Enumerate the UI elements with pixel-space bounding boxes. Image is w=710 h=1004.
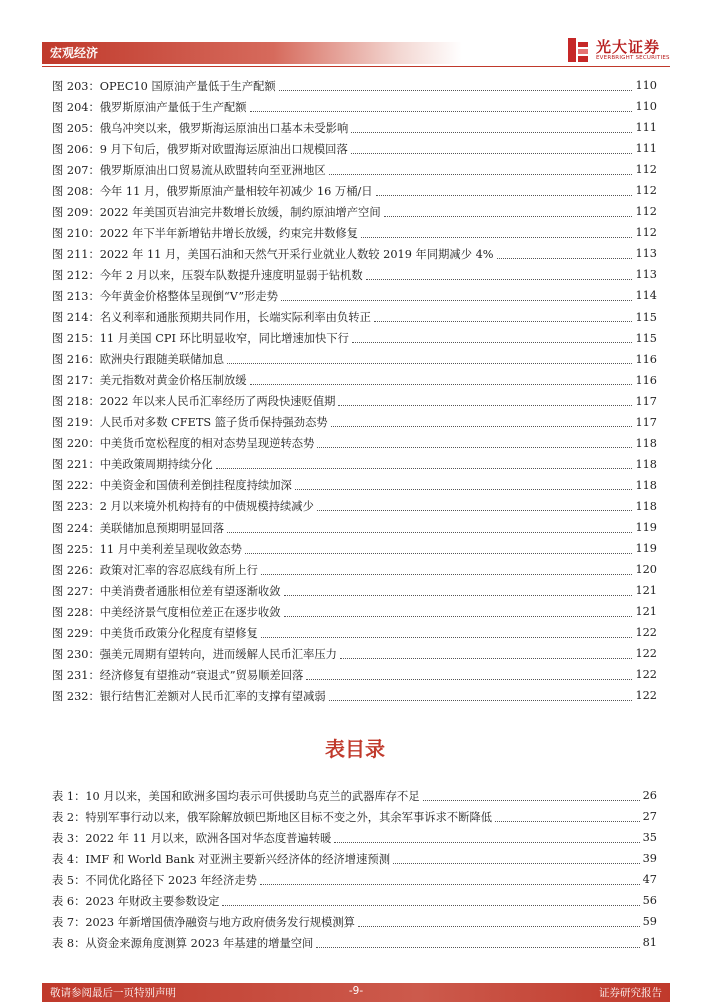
toc-entry-label: 图 213：今年黄金价格整体呈现倒“V”形走势 (52, 288, 281, 304)
toc-entry[interactable] (52, 349, 657, 370)
logo-mark-icon (566, 36, 590, 64)
dot-leader (245, 553, 632, 554)
toc-entry[interactable] (52, 201, 657, 222)
toc-entry-label: 图 217：美元指数对黄金价格压制放缓 (52, 372, 250, 388)
table-list (52, 785, 657, 953)
dot-leader (317, 510, 633, 511)
toc-entry-label: 图 211：2022 年 11 月，美国石油和天然气开采行业就业人数较 2019 年同期减少 4% (52, 246, 497, 262)
toc-entry-label: 图 230：强美元周期有望转向，进而缓解人民币汇率压力 (52, 646, 340, 662)
toc-entry-label: 图 216：欧洲央行跟随美联储加息 (52, 351, 227, 367)
toc-entry[interactable] (52, 328, 657, 349)
dot-leader (334, 842, 639, 843)
toc-entry-label: 图 222：中美资金和国债利差倒挂程度持续加深 (52, 477, 295, 493)
toc-entry[interactable] (52, 559, 657, 580)
toc-entry-page: 118 (632, 437, 657, 450)
toc-entry-page: 122 (632, 626, 657, 639)
toc-entry-page: 26 (640, 789, 657, 802)
toc-entry-label: 图 229：中美货币政策分化程度有望修复 (52, 625, 261, 641)
toc-entry-label: 表 2：特别军事行动以来，俄军除解放顿巴斯地区目标不变之外，其余军事诉求不断降低 (52, 809, 495, 825)
dot-leader (295, 489, 633, 490)
toc-entry-label: 图 225：11 月中美利差呈现收敛态势 (52, 541, 245, 557)
toc-entry-label: 图 208：今年 11 月，俄罗斯原油产量相较年初减少 16 万桶/日 (52, 183, 376, 199)
toc-entry[interactable] (52, 243, 657, 264)
toc-entry-label: 表 6：2023 年财政主要参数设定 (52, 893, 222, 909)
toc-entry-page: 118 (632, 458, 657, 471)
toc-entry-page: 121 (632, 605, 657, 618)
page-number: -9- (348, 985, 364, 997)
toc-entry-page: 39 (640, 852, 657, 865)
toc-entry-label: 图 231：经济修复有望推动“衰退式”贸易顺差回落 (52, 667, 306, 683)
dot-leader (358, 926, 640, 927)
toc-entry-page: 81 (640, 936, 657, 949)
toc-entry-page: 116 (632, 353, 657, 366)
toc-entry-label: 图 207：俄罗斯原油出口贸易流从欧盟转向至亚洲地区 (52, 162, 329, 178)
toc-entry[interactable] (52, 827, 657, 848)
toc-entry-label: 图 227：中美消费者通胀相位差有望逐渐收敛 (52, 583, 284, 599)
toc-entry-page: 117 (632, 416, 657, 429)
dot-leader (222, 905, 639, 906)
dot-leader (495, 821, 640, 822)
figure-list (52, 75, 657, 706)
dot-leader (284, 616, 633, 617)
toc-entry[interactable] (52, 806, 657, 827)
toc-entry-page: 122 (632, 668, 657, 681)
toc-entry-page: 119 (632, 542, 657, 555)
toc-entry-label: 图 220：中美货币宽松程度的相对态势呈现逆转态势 (52, 435, 317, 451)
toc-entry[interactable] (52, 517, 657, 538)
brand-logo (566, 34, 676, 68)
toc-entry-label: 图 212：今年 2 月以来，压裂车队数提升速度明显弱于钻机数 (52, 267, 366, 283)
header-band (42, 42, 462, 64)
dot-leader (329, 174, 633, 175)
toc-entry[interactable] (52, 180, 657, 201)
dot-leader (331, 426, 633, 427)
toc-entry-label: 图 224：美联储加息预期明显回落 (52, 520, 227, 536)
toc-entry-page: 122 (632, 689, 657, 702)
toc-entry-page: 122 (632, 647, 657, 660)
toc-entry-page: 120 (632, 563, 657, 576)
toc-entry-page: 47 (640, 873, 657, 886)
toc-entry-label: 图 214：名义利率和通胀预期共同作用，长端实际利率由负转正 (52, 309, 374, 325)
toc-entry[interactable] (52, 685, 657, 706)
toc-entry-label: 图 205：俄乌冲突以来，俄罗斯海运原油出口基本未受影响 (52, 120, 351, 136)
dot-leader (261, 574, 633, 575)
toc-entry[interactable] (52, 664, 657, 685)
toc-entry[interactable] (52, 370, 657, 391)
dot-leader (384, 216, 633, 217)
toc-entry-label: 图 223：2 月以来境外机构持有的中债规模持续减少 (52, 498, 317, 514)
toc-entry[interactable] (52, 538, 657, 559)
toc-entry-page: 59 (640, 915, 657, 928)
toc-entry-page: 112 (632, 163, 657, 176)
header-divider (42, 66, 670, 67)
toc-entry-label: 图 204：俄罗斯原油产量低于生产配额 (52, 99, 250, 115)
toc-entry[interactable] (52, 601, 657, 622)
dot-leader (366, 279, 633, 280)
toc-entry[interactable] (52, 622, 657, 643)
dot-leader (329, 700, 633, 701)
dot-leader (306, 679, 632, 680)
toc-entry-label: 图 206：9 月下旬后，俄罗斯对欧盟海运原油出口规模回落 (52, 141, 351, 157)
toc-entry-label: 图 226：政策对汇率的容忍底线有所上行 (52, 562, 261, 578)
toc-entry-label: 图 215：11 月美国 CPI 环比明显收窄，同比增速加快下行 (52, 330, 352, 346)
toc-entry-label: 图 209：2022 年美国页岩油完井数增长放缓，制约原油增产空间 (52, 204, 384, 220)
toc-entry-label: 表 8：从资金来源角度测算 2023 年基建的增量空间 (52, 935, 316, 951)
dot-leader (279, 90, 633, 91)
toc-entry[interactable] (52, 932, 657, 953)
toc-entry-label: 图 210：2022 年下半年新增钻井增长放缓，约束完井数修复 (52, 225, 361, 241)
dot-leader (351, 132, 632, 133)
toc-entry-label: 表 1：10 月以来，美国和欧洲多国均表示可供援助乌克兰的武器库存不足 (52, 788, 423, 804)
toc-entry[interactable] (52, 222, 657, 243)
dot-leader (216, 468, 633, 469)
toc-entry-label: 表 7：2023 年新增国债净融资与地方政府债务发行规模测算 (52, 914, 358, 930)
toc-entry[interactable] (52, 848, 657, 869)
toc-entry-page: 113 (632, 268, 657, 281)
toc-entry-page: 110 (632, 79, 657, 92)
toc-entry-page: 115 (632, 332, 657, 345)
toc-entry-page: 115 (632, 311, 657, 324)
toc-entry-page: 111 (632, 142, 657, 155)
footer-report-type: 证券研究报告 (599, 987, 662, 999)
toc-entry[interactable] (52, 96, 657, 117)
dot-leader (260, 884, 640, 885)
toc-entry-page: 112 (632, 205, 657, 218)
section-label: 宏观经济 (50, 46, 99, 60)
toc-entry[interactable] (52, 412, 657, 433)
dot-leader (316, 947, 639, 948)
toc-entry-page: 110 (632, 100, 657, 113)
toc-entry[interactable] (52, 75, 657, 96)
dot-leader (250, 384, 633, 385)
dot-leader (227, 363, 632, 364)
toc-entry-page: 112 (632, 226, 657, 239)
toc-entry-label: 图 219：人民币对多数 CFETS 篮子货币保持强劲态势 (52, 414, 331, 430)
toc-entry[interactable] (52, 307, 657, 328)
toc-entry-label: 图 221：中美政策周期持续分化 (52, 456, 216, 472)
toc-entry[interactable] (52, 580, 657, 601)
logo-subtext: EVERBRIGHT SECURITIES (596, 55, 670, 61)
toc-entry-page: 117 (632, 395, 657, 408)
toc-entry-page: 35 (640, 831, 657, 844)
dot-leader (497, 258, 633, 259)
toc-entry-page: 116 (632, 374, 657, 387)
dot-leader (250, 111, 633, 112)
toc-entry-page: 27 (640, 810, 657, 823)
toc-entry-page: 118 (632, 479, 657, 492)
dot-leader (393, 863, 640, 864)
toc-entry-label: 表 3：2022 年 11 月以来，欧洲各国对华态度普遍转暖 (52, 830, 334, 846)
toc-entry[interactable] (52, 475, 657, 496)
dot-leader (374, 321, 633, 322)
toc-entry[interactable] (52, 285, 657, 306)
dot-leader (227, 532, 632, 533)
dot-leader (340, 658, 632, 659)
footer-band (42, 983, 670, 1002)
toc-entry[interactable] (52, 117, 657, 138)
toc-entry[interactable] (52, 454, 657, 475)
dot-leader (261, 637, 633, 638)
toc-entry[interactable] (52, 785, 657, 806)
toc-entry[interactable] (52, 159, 657, 180)
toc-entry[interactable] (52, 433, 657, 454)
toc-entry[interactable] (52, 138, 657, 159)
toc-entry[interactable] (52, 869, 657, 890)
toc-entry-page: 56 (640, 894, 657, 907)
toc-entry-page: 119 (632, 521, 657, 534)
dot-leader (352, 342, 632, 343)
toc-entry-label: 图 232：银行结售汇差额对人民币汇率的支撑有望减弱 (52, 688, 329, 704)
toc-entry-page: 114 (632, 289, 657, 302)
toc-entry[interactable] (52, 496, 657, 517)
toc-entry-page: 121 (632, 584, 657, 597)
footer-disclaimer: 敬请参阅最后一页特别声明 (50, 987, 176, 999)
dot-leader (376, 195, 633, 196)
table-section-title: 表目录 (325, 737, 385, 761)
logo-text: 光大证券 (596, 38, 661, 56)
toc-entry-label: 图 228：中美经济景气度相位差正在逐步收敛 (52, 604, 284, 620)
dot-leader (284, 595, 633, 596)
toc-entry[interactable] (52, 264, 657, 285)
toc-entry-label: 表 5：不同优化路径下 2023 年经济走势 (52, 872, 260, 888)
toc-entry-page: 112 (632, 184, 657, 197)
dot-leader (351, 153, 633, 154)
toc-entry-page: 111 (632, 121, 657, 134)
dot-leader (338, 405, 632, 406)
toc-entry-label: 图 203：OPEC10 国原油产量低于生产配额 (52, 78, 279, 94)
dot-leader (423, 800, 640, 801)
toc-entry-page: 118 (632, 500, 657, 513)
toc-entry[interactable] (52, 890, 657, 911)
toc-entry-label: 表 4：IMF 和 World Bank 对亚洲主要新兴经济体的经济增速预测 (52, 851, 393, 867)
toc-entry[interactable] (52, 391, 657, 412)
toc-entry[interactable] (52, 643, 657, 664)
dot-leader (317, 447, 632, 448)
toc-entry-page: 113 (632, 247, 657, 260)
toc-entry-label: 图 218：2022 年以来人民币汇率经历了两段快速贬值期 (52, 393, 338, 409)
toc-entry[interactable] (52, 911, 657, 932)
dot-leader (281, 300, 632, 301)
dot-leader (361, 237, 632, 238)
